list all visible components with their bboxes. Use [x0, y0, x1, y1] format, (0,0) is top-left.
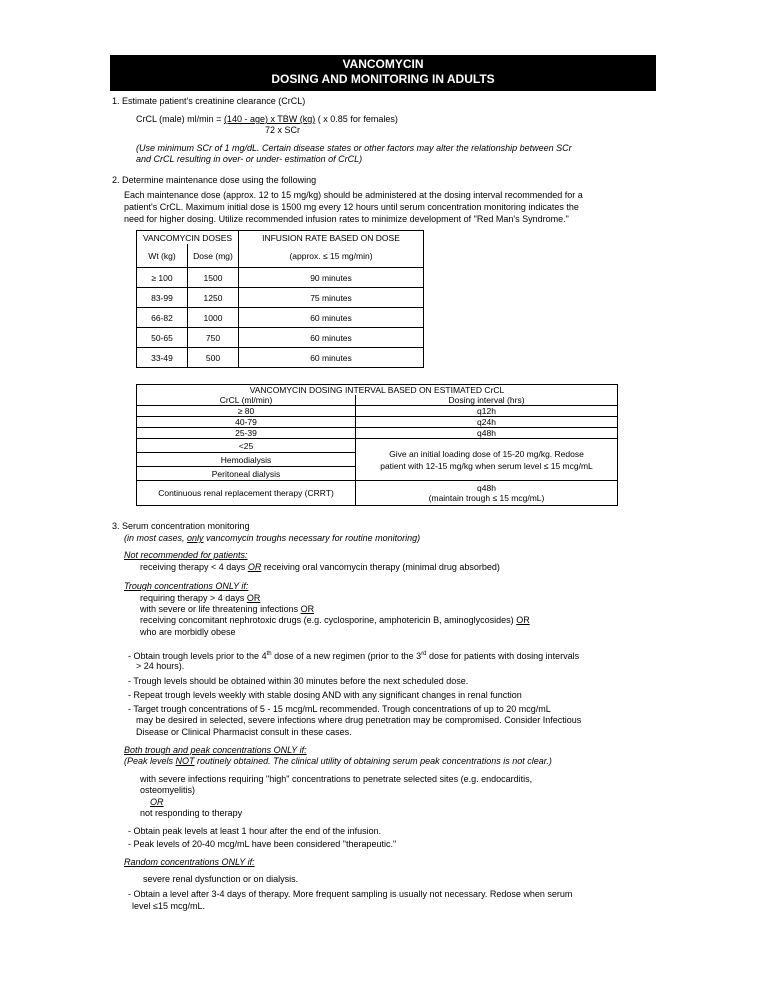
not-rec-suffix: receiving oral vancomycin therapy (minimal drug absorbed): [261, 562, 500, 572]
crrt-interval-line1: q48h: [477, 483, 496, 493]
trough-heading: Trough concentrations ONLY if:: [124, 581, 249, 591]
random-bullet-line1: - Obtain a level after 3-4 days of therapy. More frequent sampling is usually not necessary. Redose when serum: [128, 889, 573, 899]
section2-para-line1: Each maintenance dose (approx. 12 to 15 mg/kg) should be administered at the dosing interval recommended for a: [124, 190, 583, 200]
dose-table-head-right: INFUSION RATE BASED ON DOSE: [239, 231, 424, 245]
interval-table-title: VANCOMYCIN DOSING INTERVAL BASED ON ESTIMATED CrCL: [137, 385, 618, 396]
table-row: [137, 428, 618, 439]
trough-bullet-4-line2: may be desired in selected, severe infections where drug penetration may be compromised. Consider Infectious: [136, 715, 582, 725]
rate-cell: 60 minutes: [239, 348, 424, 368]
section3-subheading: [124, 532, 420, 544]
crcl-cell-lt25: <25: [137, 439, 356, 453]
col-interval-header: Dosing interval (hrs): [356, 395, 618, 406]
formula-numerator: (140 - age) x TBW (kg): [223, 114, 316, 124]
superscript: th: [266, 651, 272, 657]
table-row: [137, 481, 618, 506]
sub-only: only: [187, 533, 204, 543]
trough-item-3: [140, 614, 530, 626]
random-item: severe renal dysfunction or on dialysis.: [143, 874, 299, 884]
interval-cell: q24h: [356, 417, 618, 428]
peak-item-2: not responding to therapy: [140, 808, 243, 818]
bullet-text: dose for patients with dosing intervals: [426, 651, 580, 661]
crcl-cell: ≥ 80: [137, 406, 356, 417]
peak-note: [124, 755, 552, 767]
rate-cell: 75 minutes: [239, 288, 424, 308]
weight-cell: 66-82: [137, 308, 188, 328]
table-row: [137, 288, 424, 308]
table-row: [137, 268, 424, 288]
col-weight-header: Wt (kg): [137, 244, 188, 268]
section1-note-line1: (Use minimum SCr of 1 mg/dL. Certain disease states or other factors may alter the relationship between SCr: [136, 143, 572, 153]
crcl-cell-crrt: Continuous renal replacement therapy (CRRT): [137, 481, 356, 506]
dose-cell: 500: [188, 348, 239, 368]
dose-table: [136, 230, 424, 368]
trough-bullet-4-line3: Disease or Clinical Pharmacist consult in these cases.: [136, 727, 352, 737]
section2-heading: 2. Determine maintenance dose using the following: [112, 175, 317, 185]
table-row: [137, 439, 618, 453]
dose-cell: 1000: [188, 308, 239, 328]
weight-cell: 50-65: [137, 328, 188, 348]
dose-cell: 750: [188, 328, 239, 348]
weight-cell: ≥ 100: [137, 268, 188, 288]
trough-bullet-1-line2: > 24 hours).: [136, 661, 185, 671]
not-recommended-heading: Not recommended for patients:: [124, 550, 248, 560]
peak-note-suffix: routinely obtained. The clinical utility of obtaining serum peak concentrations is not clear.): [194, 756, 552, 766]
crcl-cell-hemodialysis: Hemodialysis: [137, 453, 356, 467]
section3-heading: 3. Serum concentration monitoring: [112, 521, 250, 531]
crcl-cell: 25-39: [137, 428, 356, 439]
sub-suffix: vancomycin troughs necessary for routine monitoring): [203, 533, 421, 543]
col-dose-header: Dose (mg): [188, 244, 239, 268]
loading-dose-line1: Give an initial loading dose of 15-20 mg/kg. Redose: [389, 448, 584, 459]
not-rec-prefix: receiving therapy < 4 days: [140, 562, 248, 572]
peak-item-1-line1: with severe infections requiring "high" concentrations to penetrate selected sites (e.g. endocarditis,: [140, 774, 533, 784]
or-label: OR: [247, 562, 262, 572]
table-row: [137, 308, 424, 328]
rate-cell: 60 minutes: [239, 308, 424, 328]
bullet-text: - Obtain trough levels prior to the 4: [128, 651, 267, 661]
crrt-interval-line2: (maintain trough ≤ 15 mcg/mL): [428, 493, 545, 503]
peak-heading: Both trough and peak concentrations ONLY if:: [124, 745, 307, 755]
peak-note-not: NOT: [175, 756, 195, 766]
section1-heading: 1. Estimate patient's creatinine clearance (CrCL): [112, 96, 306, 106]
section1-note-line2: and CrCL resulting in over- or under- estimation of CrCL): [136, 154, 363, 164]
table-row: [137, 417, 618, 428]
not-recommended-item: [140, 561, 500, 573]
trough-bullet-3: - Repeat trough levels weekly with stable dosing AND with any significant changes in renal function: [128, 690, 522, 700]
trough-item-text: receiving concomitant nephrotoxic drugs (e.g. cyclosporine, amphotericin B, aminoglycosides): [140, 615, 517, 625]
trough-bullet-1: [128, 648, 579, 662]
weight-cell: 83-99: [137, 288, 188, 308]
peak-or-label: OR: [150, 797, 164, 807]
peak-bullet-2: - Peak levels of 20-40 mcg/mL have been considered "therapeutic.": [128, 839, 397, 849]
trough-item-text: requiring therapy > 4 days: [140, 593, 247, 603]
trough-item-text: with severe or life threatening infections: [140, 604, 301, 614]
formula-prefix: CrCL (male) ml/min =: [136, 114, 224, 124]
rate-cell: 60 minutes: [239, 328, 424, 348]
col-rate-header: (approx. ≤ 15 mg/min): [239, 244, 424, 268]
table-row: [137, 406, 618, 417]
sub-prefix: (in most cases,: [124, 533, 188, 543]
crcl-cell: 40-79: [137, 417, 356, 428]
section2-para-line2: patient's CrCL. Maximum initial dose is 1500 mg every 12 hours until serum concentration monitoring indicates the: [124, 202, 579, 212]
bullet-text: dose of a new regimen (prior to the 3: [271, 651, 422, 661]
random-bullet-line2: level ≤15 mcg/mL.: [132, 901, 205, 911]
interval-cell: q48h: [356, 428, 618, 439]
or-label: OR: [300, 604, 315, 614]
loading-dose-line2: patient with 12-15 mg/kg when serum level ≤ 15 mcg/mL: [380, 460, 593, 471]
col-crcl-header: CrCL (ml/min): [137, 395, 356, 406]
crrt-interval-cell: [356, 481, 618, 506]
weight-cell: 33-49: [137, 348, 188, 368]
table-row: [137, 348, 424, 368]
interval-table: [136, 384, 618, 506]
section2-para-line3: need for higher dosing. Utilize recommended infusion rates to minimize development of "Red Man's Syndrome.": [124, 214, 569, 224]
peak-bullet-1: - Obtain peak levels at least 1 hour after the end of the infusion.: [128, 826, 382, 836]
rate-cell: 90 minutes: [239, 268, 424, 288]
title-line-1: VANCOMYCIN: [342, 57, 424, 71]
trough-item-4: who are morbidly obese: [140, 627, 236, 637]
or-label: OR: [516, 615, 530, 625]
superscript: rd: [421, 651, 427, 657]
trough-bullet-4-line1: - Target trough concentrations of 5 - 15 mcg/mL recommended. Trough concentrations of up to 20 mcg/mL: [128, 704, 551, 714]
document-title-banner: [110, 55, 656, 91]
title-line-2: DOSING AND MONITORING IN ADULTS: [271, 72, 495, 86]
peak-item-1-line2: osteomyelitis): [140, 785, 196, 795]
crcl-cell-peritoneal: Peritoneal dialysis: [137, 467, 356, 481]
formula-denominator: 72 x SCr: [265, 125, 301, 135]
random-heading: Random concentrations ONLY if:: [124, 857, 255, 867]
table-row: [137, 328, 424, 348]
dose-cell: 1500: [188, 268, 239, 288]
loading-dose-cell: [356, 439, 618, 481]
or-label: OR: [246, 593, 261, 603]
dose-table-head-left: VANCOMYCIN DOSES: [137, 231, 239, 245]
dose-cell: 1250: [188, 288, 239, 308]
trough-bullet-2: - Trough levels should be obtained within 30 minutes before the next scheduled dose.: [128, 676, 469, 686]
interval-cell: q12h: [356, 406, 618, 417]
formula-suffix: ( x 0.85 for females): [315, 114, 398, 124]
peak-note-prefix: (Peak levels: [124, 756, 176, 766]
